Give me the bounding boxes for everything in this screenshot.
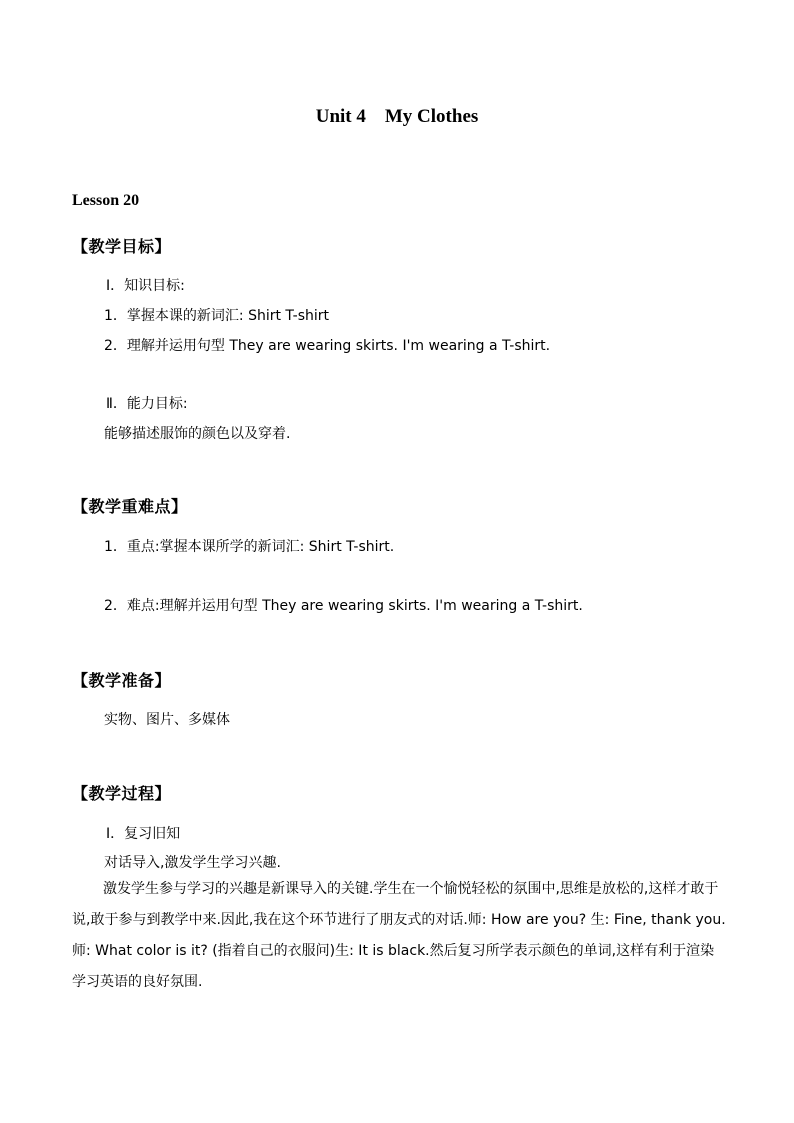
preparation-heading: 【教学准备】 <box>72 671 172 690</box>
process-review-subheading: Ⅰ．复习旧知 <box>106 826 181 842</box>
objectives-knowledge-subheading: Ⅰ．知识目标: <box>106 278 185 294</box>
document-title: Unit 4 My Clothes <box>315 106 479 127</box>
objectives-ability-text: 能够描述服饰的颜色以及穿着. <box>104 426 291 442</box>
process-heading: 【教学过程】 <box>72 784 172 803</box>
objectives-ability-subheading: Ⅱ．能力目标: <box>106 396 188 412</box>
process-paragraph: 激发学生参与学习的兴趣是新课导入的关键.学生在一个愉悦轻松的氛围中,思维是放松的,这样才敢于说,敢于参与到教学中来.因此,我在这个环节进行了朋友式的对话.师: How are you? 生: Fine, thank you.师: What color is it? (指着自己的衣服问)生: It is black.然后复习所学表示颜色的单词,这样有利于渲染学习英语的良好氛围. <box>72 881 726 990</box>
lesson-label: Lesson 20 <box>72 192 140 209</box>
objectives-heading: 【教学目标】 <box>72 237 172 256</box>
key-points-item-1: 1．重点:掌握本课所学的新词汇: Shirt T-shirt. <box>104 539 395 555</box>
key-points-item-2: 2．难点:理解并运用句型 They are wearing skirts. I'm wearing a T-shirt. <box>104 598 583 614</box>
key-points-heading: 【教学重难点】 <box>72 497 188 516</box>
preparation-items: 实物、图片、多媒体 <box>104 712 230 728</box>
objectives-item-2: 2．理解并运用句型 They are wearing skirts. I'm wearing a T-shirt. <box>104 338 551 354</box>
objectives-item-1: 1．掌握本课的新词汇: Shirt T-shirt <box>104 308 330 324</box>
process-dialogue-intro: 对话导入,激发学生学习兴趣. <box>104 855 281 871</box>
